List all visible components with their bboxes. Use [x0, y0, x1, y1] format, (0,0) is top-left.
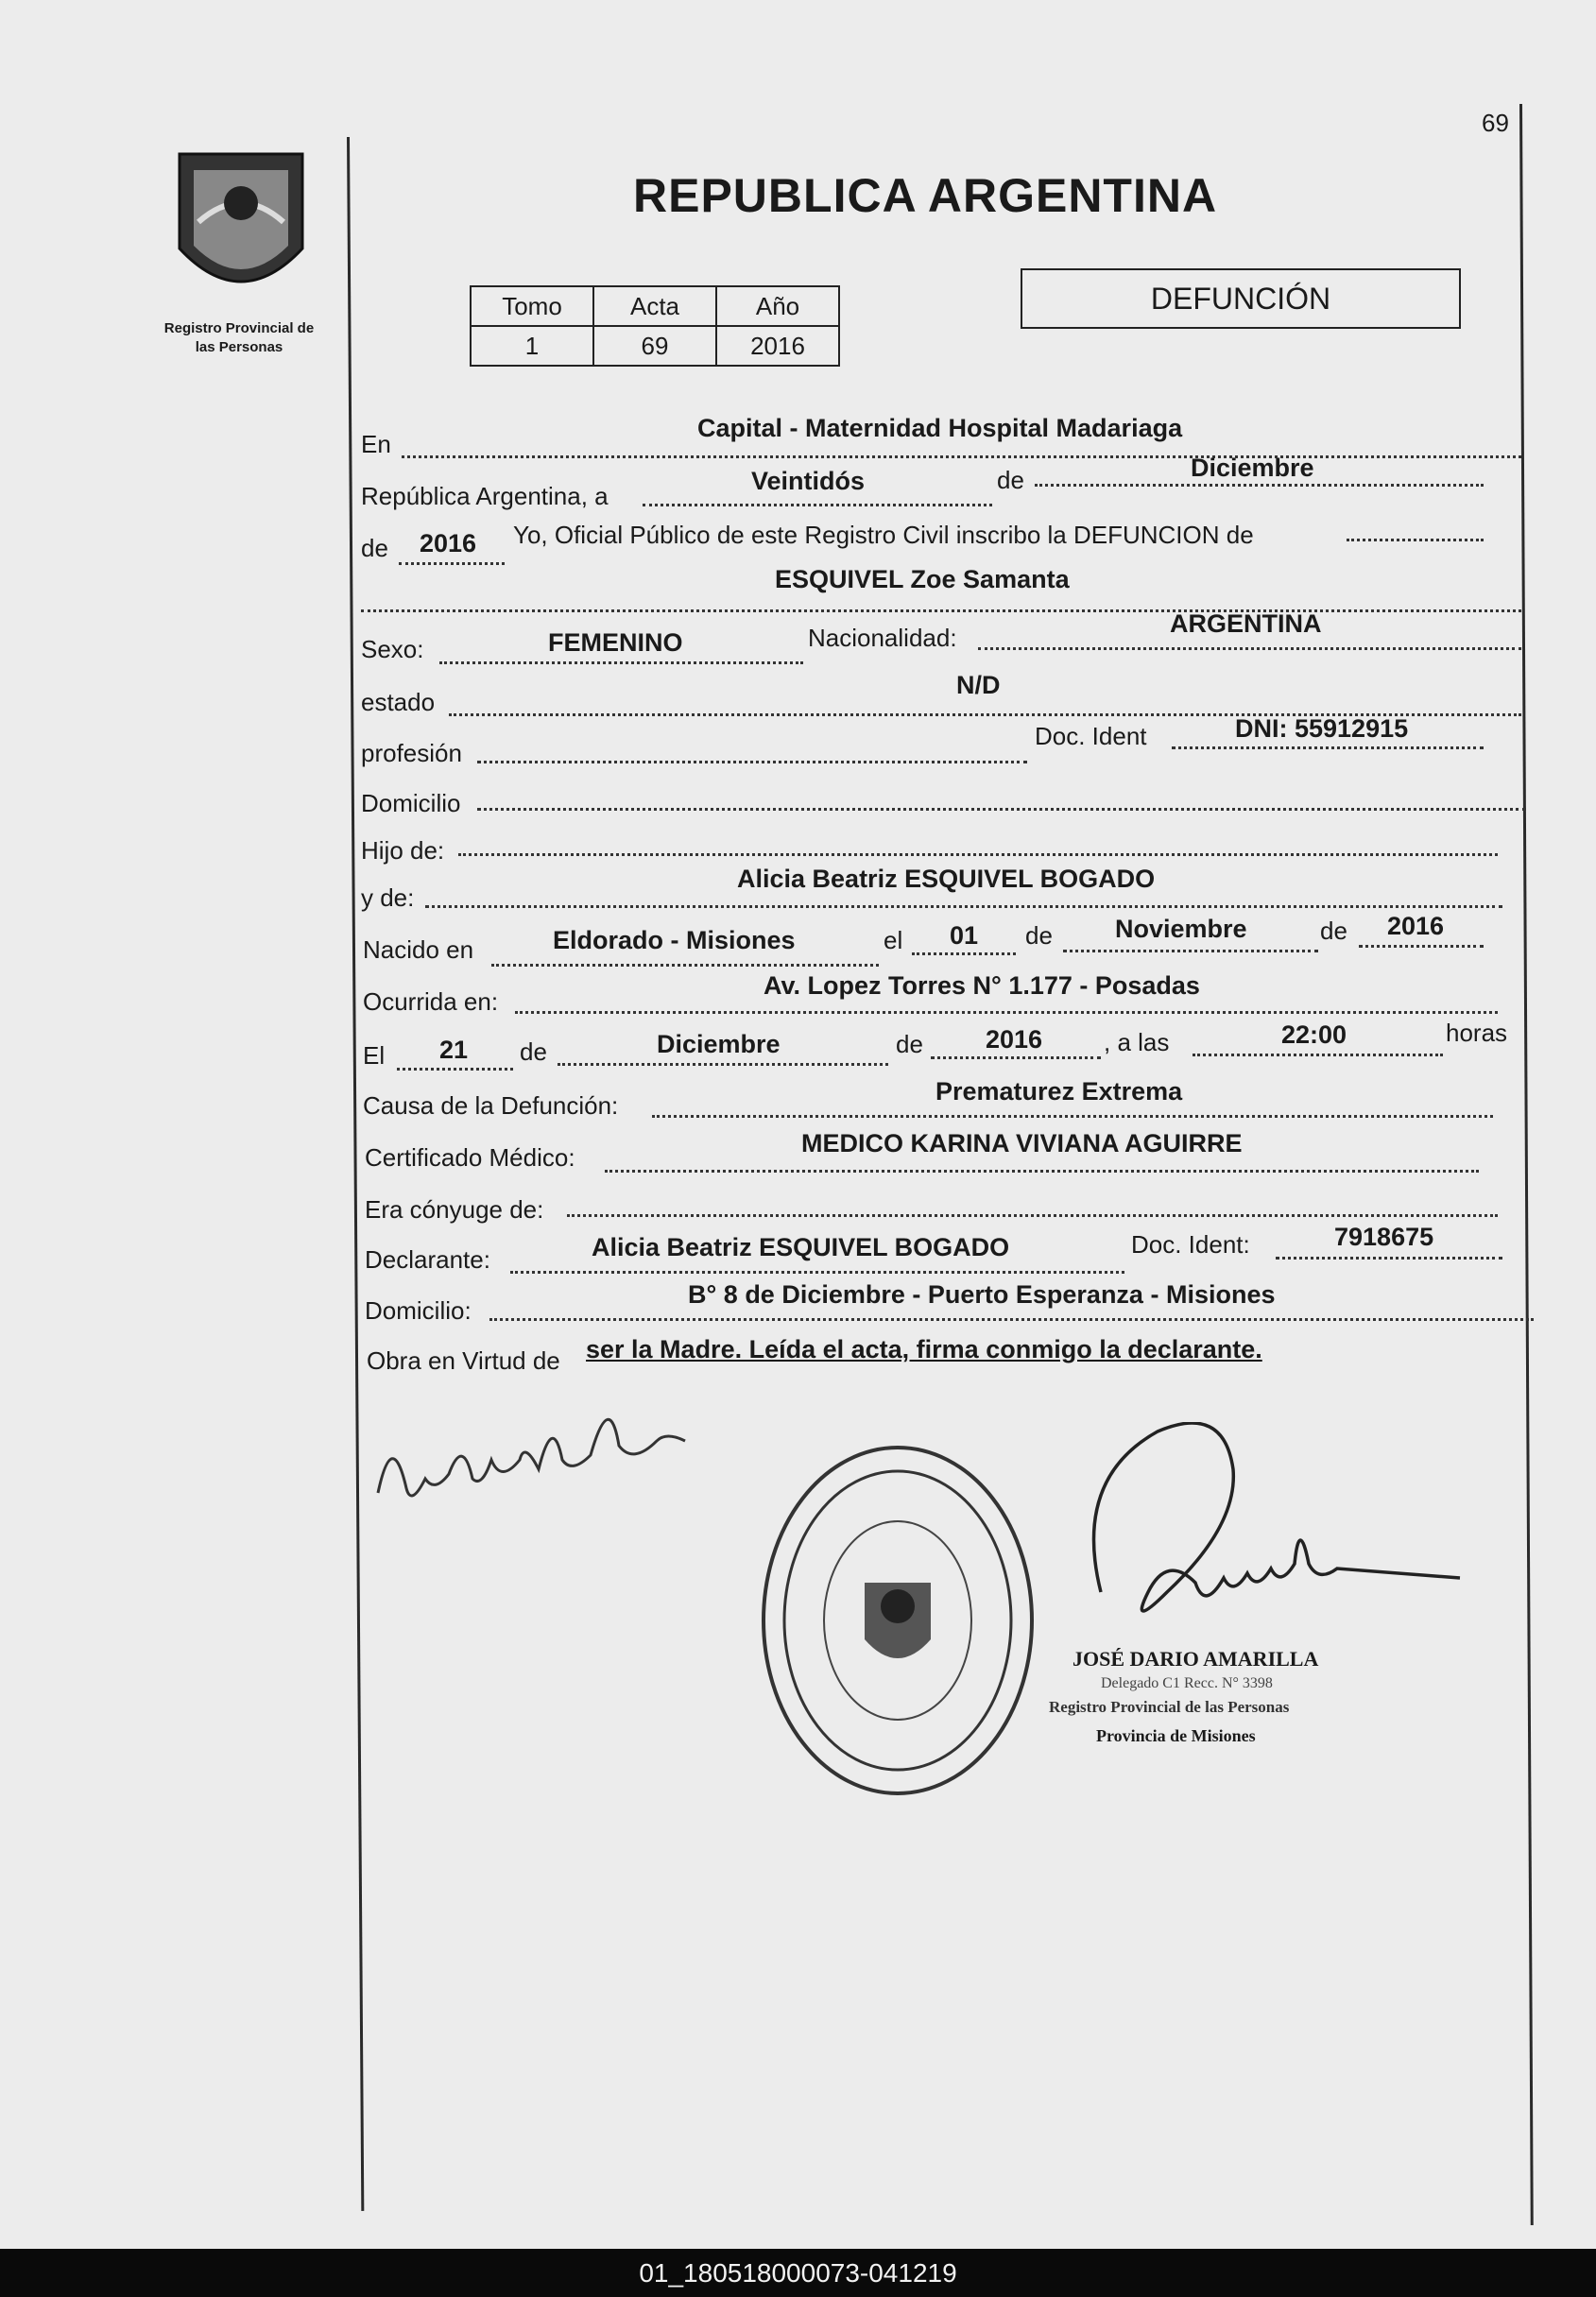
label-y-de: y de:: [361, 883, 415, 912]
line-nacido-en: [491, 964, 879, 967]
line-dia: [643, 504, 992, 506]
field-def-anio: 2016: [986, 1025, 1043, 1054]
line-def-mes: [558, 1063, 888, 1066]
scan-filename-footer: 01_180518000073-041219: [0, 2249, 1596, 2297]
label-estado: estado: [361, 688, 436, 716]
line-def-dia: [397, 1068, 513, 1071]
field-madre: Alicia Beatriz ESQUIVEL BOGADO: [737, 865, 1156, 893]
field-dia: Veintidós: [751, 467, 866, 495]
field-declarante: Alicia Beatriz ESQUIVEL BOGADO: [592, 1233, 1010, 1261]
label-de-6: de: [896, 1030, 923, 1058]
label-hijo-de: Hijo de:: [361, 836, 445, 865]
line-declarante: [510, 1271, 1124, 1274]
document-title: REPUBLICA ARGENTINA: [633, 169, 1218, 222]
seal-caption: [140, 319, 338, 356]
reference-table: [470, 285, 840, 367]
label-de-1: de: [997, 466, 1024, 494]
label-conyuge: Era cónyuge de:: [365, 1195, 544, 1224]
line-nac-dia: [912, 952, 1016, 955]
field-nacionalidad: ARGENTINA: [1170, 609, 1322, 638]
label-nacido-en: Nacido en: [363, 935, 474, 964]
label-domicilio: Domicilio: [361, 789, 461, 817]
line-def-anio: [931, 1056, 1101, 1059]
label-certificado: Certificado Médico:: [365, 1143, 575, 1172]
label-horas: horas: [1446, 1019, 1508, 1047]
line-causa: [652, 1115, 1493, 1118]
label-doc-ident: Doc. Ident: [1035, 722, 1147, 750]
label-de-5: de: [520, 1037, 547, 1066]
label-yo: Yo, Oficial Público de este Registro Civil inscribo la DEFUNCION de: [513, 521, 1254, 549]
line-hora: [1193, 1054, 1443, 1056]
label-el-cap: El: [363, 1041, 386, 1070]
field-dni: DNI: 55912915: [1235, 714, 1409, 743]
official-org: Registro Provincial de las Personas: [1049, 1698, 1290, 1716]
field-anio: 2016: [420, 529, 477, 557]
line-nombre: [361, 609, 1521, 612]
label-de-4: de: [1320, 917, 1347, 945]
line-certificado: [605, 1170, 1479, 1173]
line-decl-doc: [1276, 1257, 1502, 1260]
field-hora: 22:00: [1281, 1020, 1347, 1049]
label-a-las: , a las: [1104, 1028, 1170, 1056]
line-domicilio: [477, 808, 1526, 811]
label-el: el: [884, 926, 903, 954]
official-signature-block: [1044, 1422, 1498, 1772]
label-declarante: Declarante:: [365, 1245, 490, 1274]
province-seal: [142, 146, 340, 269]
line-y-de: [425, 905, 1502, 908]
field-nombre: ESQUIVEL Zoe Samanta: [775, 565, 1070, 593]
label-nacionalidad: Nacionalidad:: [808, 624, 957, 652]
field-nac-mes: Noviembre: [1115, 915, 1247, 943]
official-province: Provincia de Misiones: [1096, 1726, 1256, 1745]
line-sexo: [439, 661, 803, 664]
field-causa: Prematurez Extrema: [935, 1077, 1183, 1106]
seal-caption-line2: las Personas: [195, 338, 283, 355]
field-lugar: Capital - Maternidad Hospital Madariaga: [697, 414, 1183, 442]
header-tomo: Tomo: [471, 286, 593, 326]
field-decl-doc: 7918675: [1334, 1223, 1434, 1251]
field-def-dia: 21: [439, 1036, 469, 1064]
label-sexo: Sexo:: [361, 635, 424, 663]
line-ocurrida-en: [515, 1011, 1498, 1014]
label-causa: Causa de la Defunción:: [363, 1091, 619, 1120]
field-ocurrida-en: Av. Lopez Torres N° 1.177 - Posadas: [764, 971, 1200, 1000]
line-anio: [399, 562, 505, 565]
value-tomo: 1: [471, 326, 593, 366]
line-dni: [1172, 746, 1484, 749]
label-profesion: profesión: [361, 739, 462, 767]
label-republica: República Argentina, a: [361, 482, 609, 510]
value-acta: 69: [593, 326, 716, 366]
field-mes: Diciembre: [1191, 454, 1314, 482]
right-margin-line: [1519, 104, 1534, 2225]
page-number: 69: [1482, 109, 1509, 137]
declarant-signature: [373, 1417, 751, 1521]
line-mes: [1035, 484, 1484, 487]
label-doc-ident-2: Doc. Ident:: [1131, 1230, 1250, 1259]
label-de-3: de: [1025, 921, 1053, 950]
header-acta: Acta: [593, 286, 716, 326]
label-de-2: de: [361, 534, 388, 562]
line-yo: [1347, 539, 1484, 541]
field-decl-domicilio: B° 8 de Diciembre - Puerto Esperanza - Misiones: [688, 1280, 1276, 1309]
line-nac-mes: [1063, 950, 1318, 952]
field-sexo: FEMENINO: [548, 628, 683, 657]
field-obra: ser la Madre. Leída el acta, firma conmigo la declarante.: [586, 1335, 1262, 1363]
document-type: DEFUNCIÓN: [1021, 268, 1461, 329]
field-def-mes: Diciembre: [657, 1030, 781, 1058]
field-nac-dia: 01: [950, 921, 979, 950]
field-nac-anio: 2016: [1387, 912, 1445, 940]
registry-stamp: [756, 1441, 1039, 1800]
line-nacionalidad: [978, 647, 1521, 650]
field-nacido-en: Eldorado - Misiones: [553, 926, 796, 954]
line-hijo-de: [458, 853, 1498, 856]
official-name: JOSÉ DARIO AMARILLA: [1073, 1647, 1319, 1671]
value-anio: 2016: [716, 326, 839, 366]
label-domicilio-2: Domicilio:: [365, 1296, 472, 1325]
field-estado: N/D: [956, 671, 1001, 699]
line-profesion: [477, 761, 1027, 763]
label-en: En: [361, 430, 391, 458]
line-nac-anio: [1359, 945, 1484, 948]
line-conyuge: [567, 1214, 1498, 1217]
seal-caption-line1: Registro Provincial de: [163, 320, 315, 336]
line-en: [402, 455, 1521, 458]
label-obra: Obra en Virtud de: [367, 1346, 560, 1375]
field-medico: MEDICO KARINA VIVIANA AGUIRRE: [801, 1129, 1243, 1157]
header-anio: Año: [716, 286, 839, 326]
line-decl-domicilio: [489, 1318, 1534, 1321]
official-role: Delegado C1 Recc. N° 3398: [1101, 1675, 1273, 1691]
label-ocurrida-en: Ocurrida en:: [363, 987, 499, 1016]
